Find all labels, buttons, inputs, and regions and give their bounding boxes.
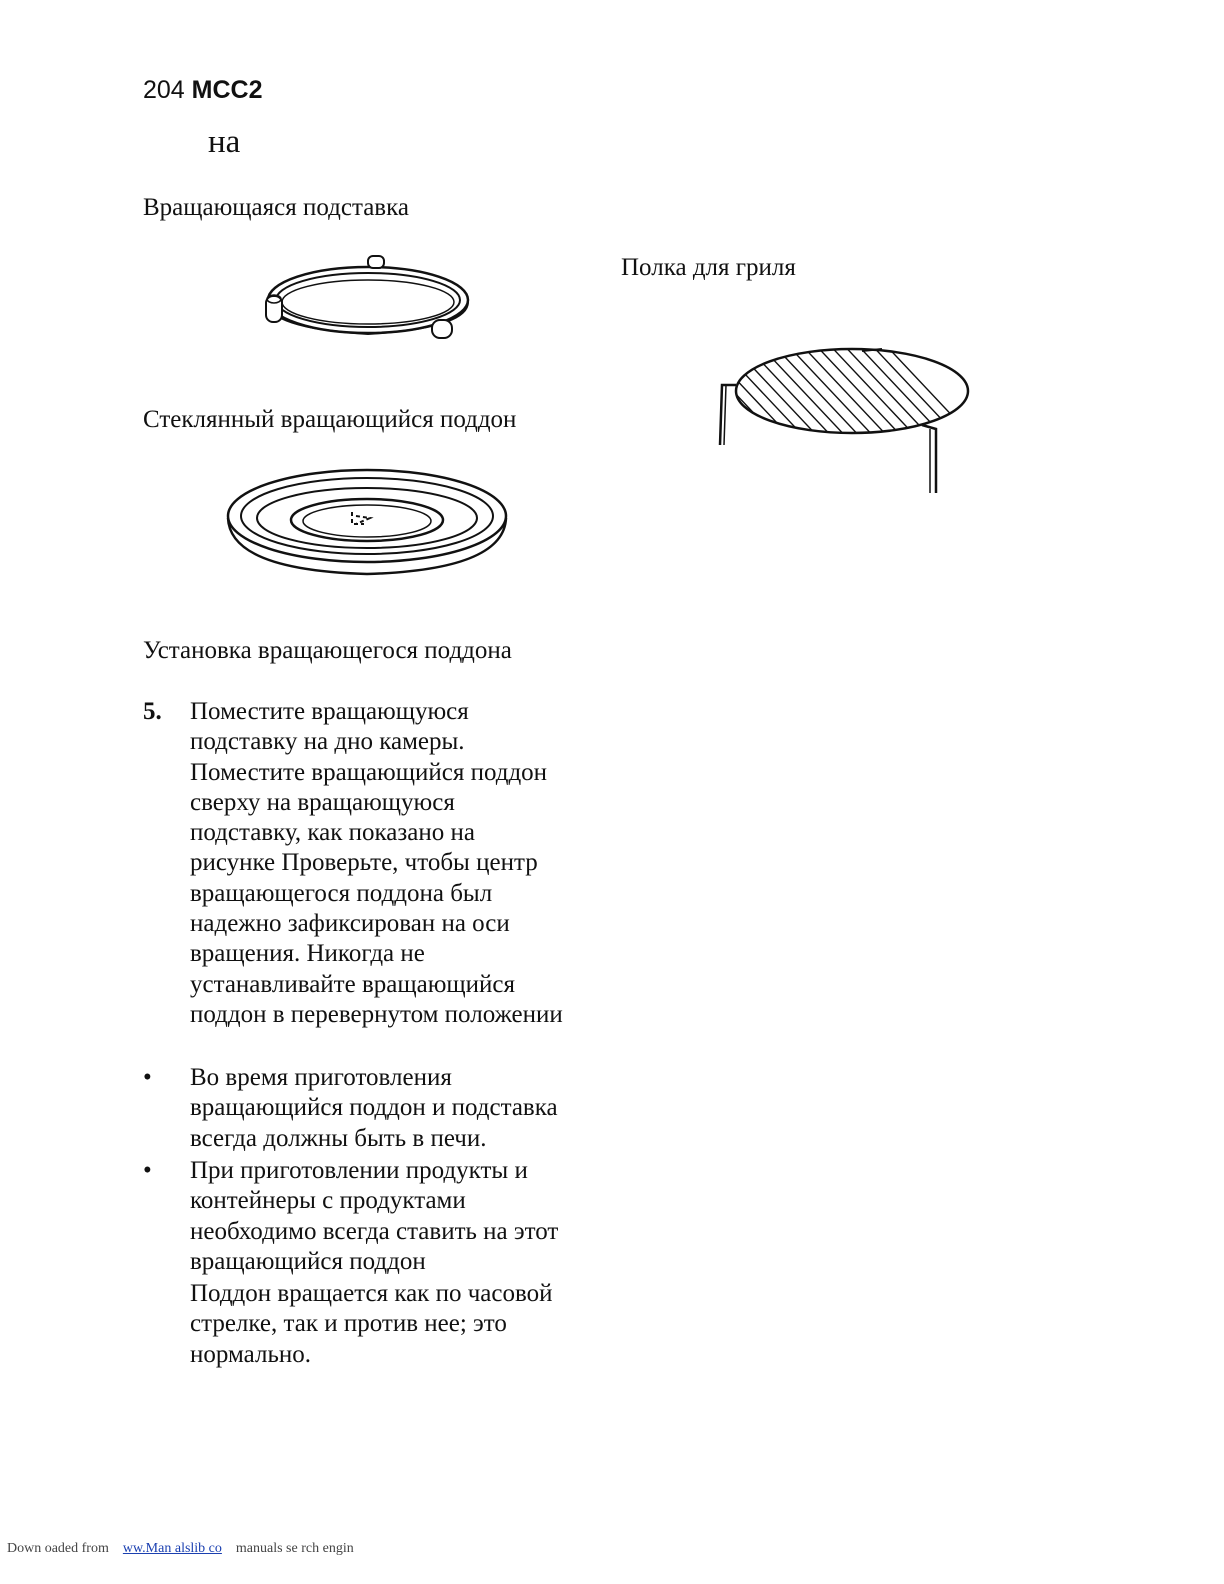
bullet-line: контейнеры с продуктами	[190, 1187, 466, 1215]
footer-suffix: manuals se rch engin	[235, 1541, 354, 1556]
bullet-line: При приготовлении продукты и	[190, 1157, 528, 1184]
bullet-line: стрелке, так и против нее; это	[190, 1310, 507, 1338]
caption-glass-tray: Стеклянный вращающийся поддон	[143, 406, 517, 433]
model-name: MCC2	[191, 76, 263, 104]
glass-tray-illustration	[224, 466, 514, 578]
roller-ring-illustration	[258, 252, 478, 342]
step-number: 5.	[143, 698, 162, 725]
caption-grill-rack: Полка для гриля	[621, 254, 796, 281]
step-line: сверху на вращающуюся	[190, 788, 455, 816]
step-line: подставку, как показано на	[190, 819, 475, 847]
install-section-title: Установка вращающегося поддона	[143, 637, 512, 664]
bullet-line: Поддон вращается как по часовой	[190, 1280, 553, 1308]
footer-prefix: Down oaded from	[7, 1541, 109, 1556]
step-line: Поместите вращающуюся	[190, 698, 469, 725]
step-line: устанавливайте вращающийся	[190, 970, 515, 998]
page-header	[143, 76, 263, 105]
step-line: вращения. Никогда не	[190, 940, 425, 968]
step-line: вращающегося поддона был	[190, 879, 493, 907]
step-line: надежно зафиксирован на оси	[190, 910, 510, 938]
step-text	[190, 697, 650, 1030]
footer-link[interactable]: ww.Man alslib co	[122, 1541, 222, 1556]
bullet-marker: •	[143, 1157, 152, 1184]
bullet-line: необходимо всегда ставить на этот	[190, 1217, 559, 1245]
bullet-text	[190, 1063, 650, 1154]
grill-rack-illustration	[712, 345, 982, 495]
bullet-marker: •	[143, 1064, 152, 1091]
step-line: рисунке Проверьте, чтобы центр	[190, 849, 538, 877]
bullet-line: нормально.	[190, 1340, 311, 1368]
bullet-line: всегда должны быть в печи.	[190, 1124, 487, 1152]
page-number: 204	[143, 76, 185, 104]
step-line: Поместите вращающийся поддон	[190, 758, 548, 786]
bullet-line: вращающийся поддон	[190, 1247, 426, 1275]
step-line: поддон в перевернутом положении	[190, 1000, 563, 1028]
bullet-line: вращающийся поддон и подставка	[190, 1094, 558, 1122]
caption-roller-ring: Вращающаяся подставка	[143, 194, 409, 221]
step-line: подставку на дно камеры.	[190, 728, 465, 756]
section-subtitle: на	[208, 124, 241, 160]
page-footer	[7, 1541, 354, 1557]
bullet-text	[190, 1156, 650, 1370]
bullet-line: Во время приготовления	[190, 1064, 452, 1091]
